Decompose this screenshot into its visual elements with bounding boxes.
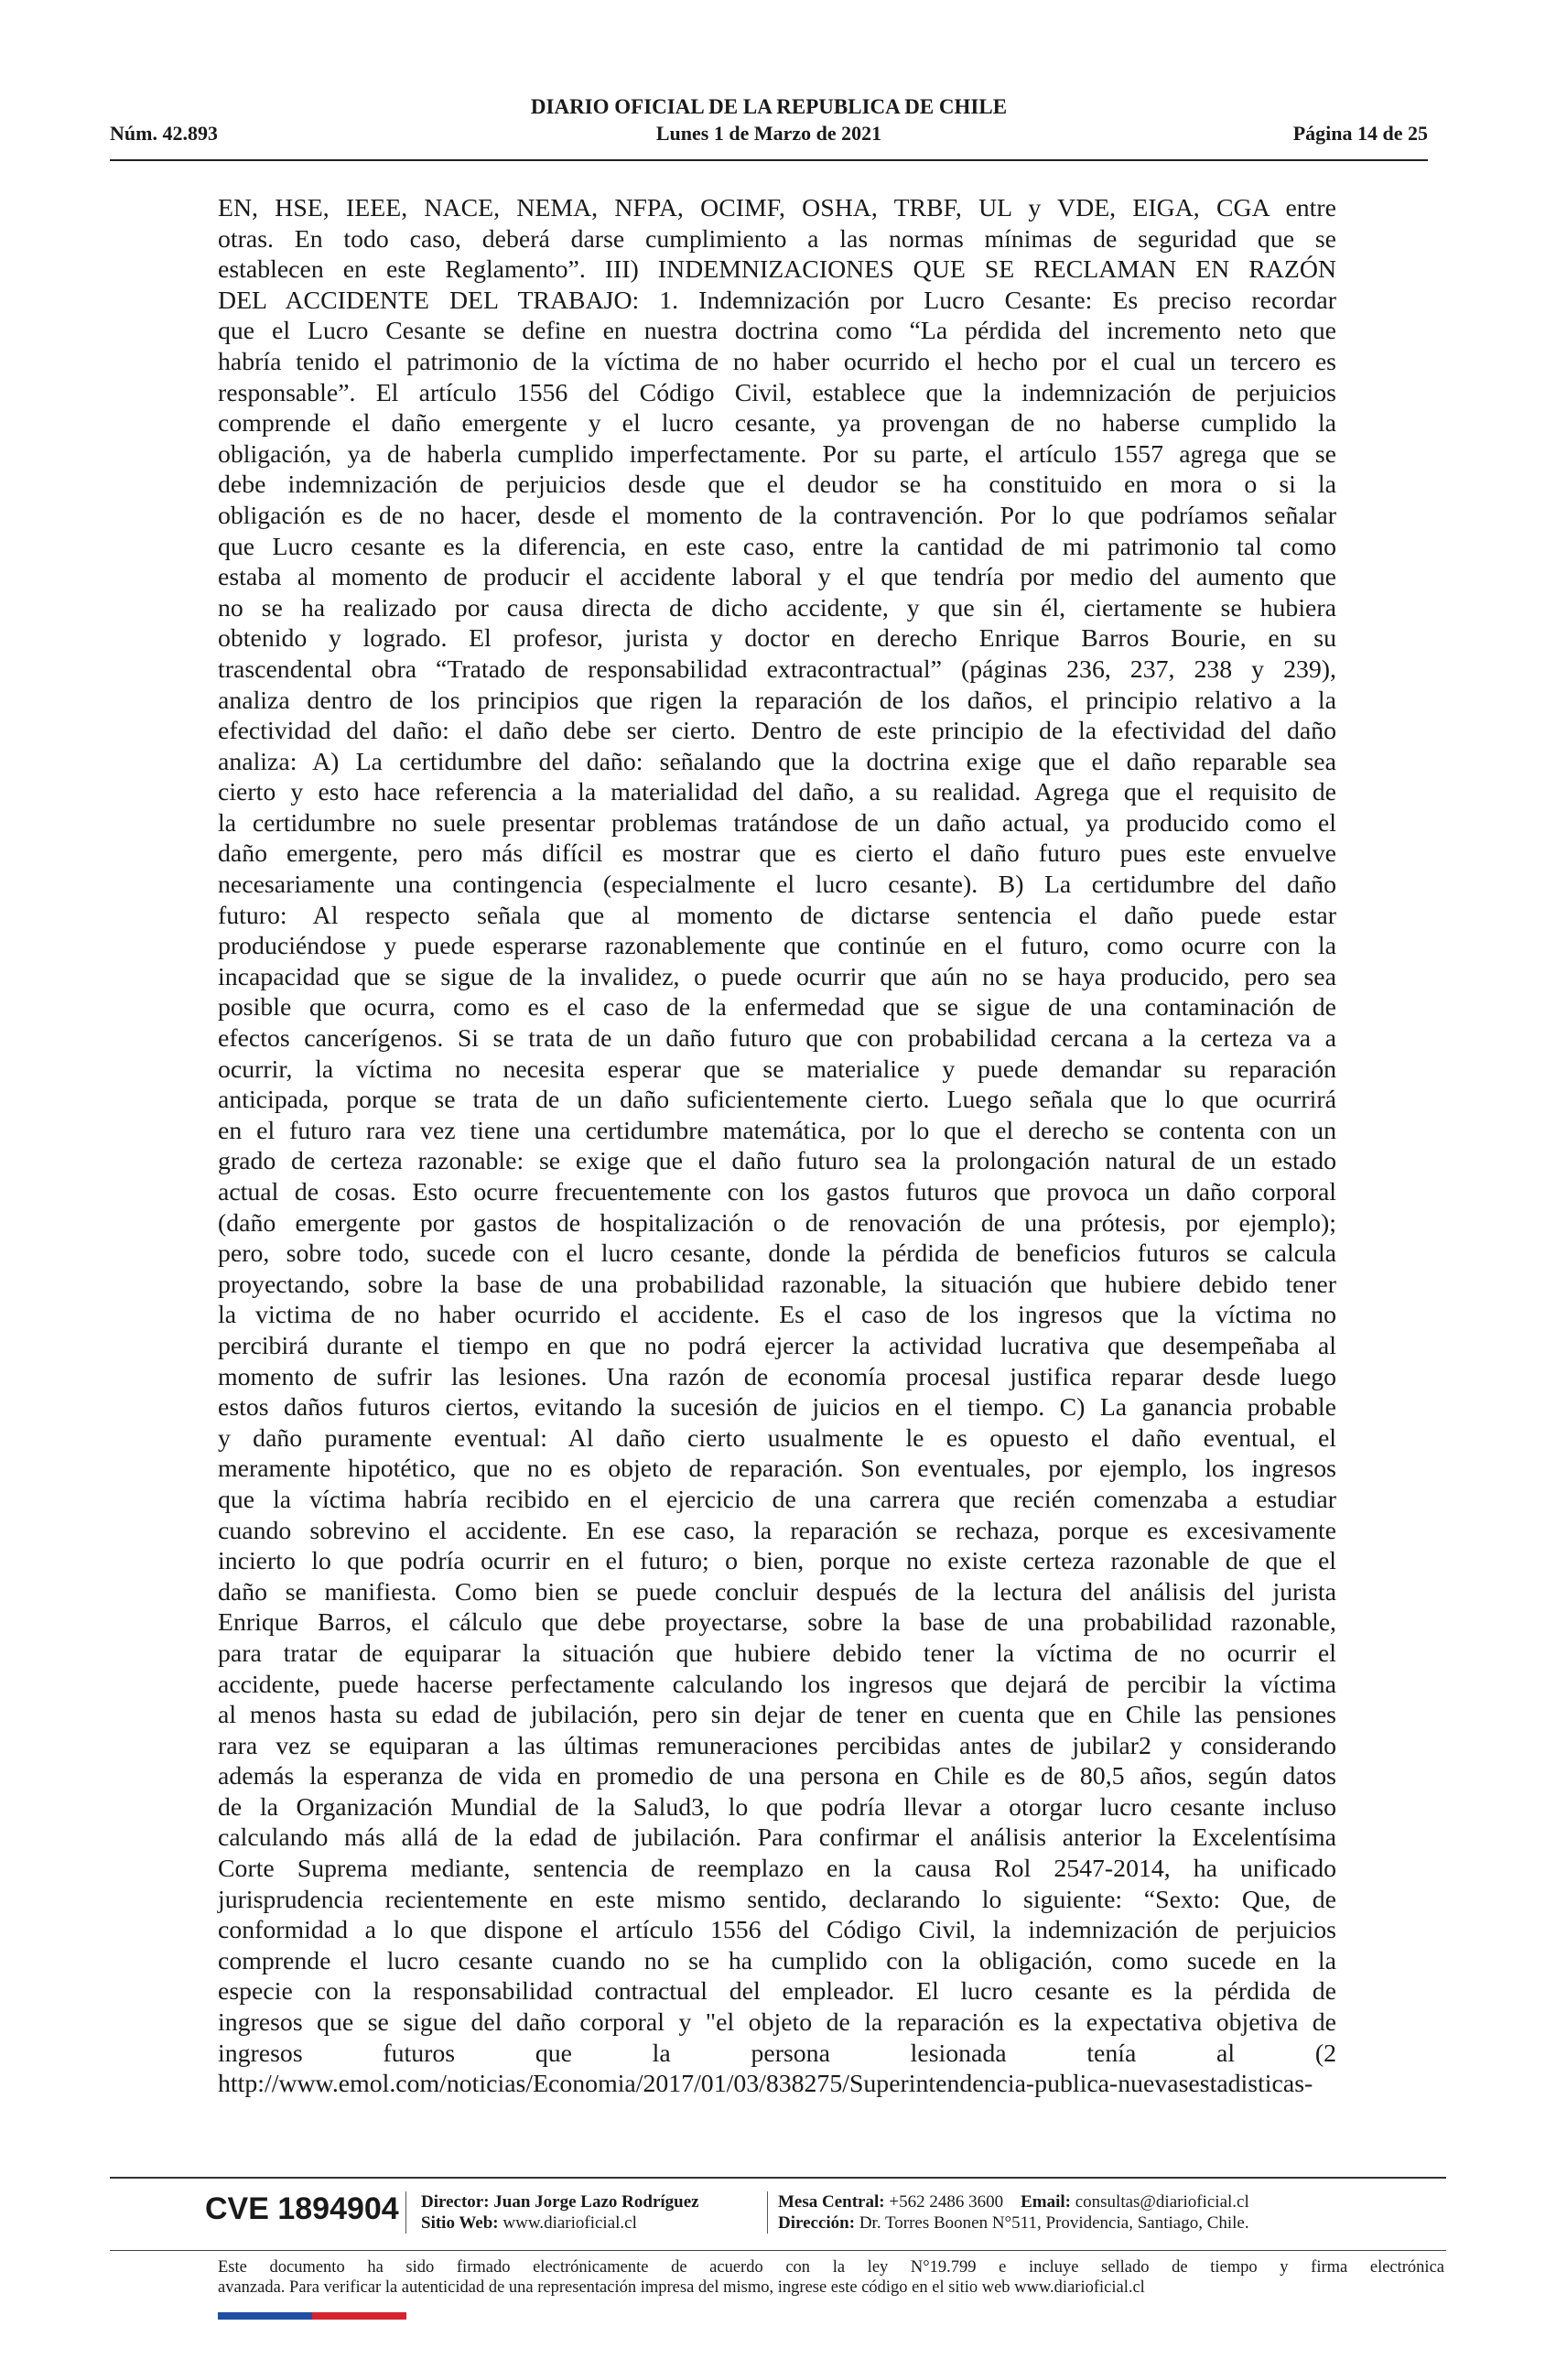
body-line: daño emergente, pero más difícil es mostrar que es cierto el daño futuro pues este envuelve (218, 839, 1336, 869)
body-line: la certidumbre no suele presentar problemas tratándose de un daño actual, ya producido como el (218, 808, 1336, 838)
body-line: incapacidad que se sigue de la invalidez, o puede ocurrir que aún no se haya producido, pero sea (218, 962, 1336, 991)
footer-top-rule (110, 2177, 1446, 2179)
footer-contact-block (778, 2191, 1249, 2234)
body-line: ingresos que se sigue del daño corporal y "el objeto de la reparación es la expectativa objetiva de (218, 2008, 1336, 2038)
body-line: ocurrir, la víctima no necesita esperar que se materialice y puede demandar su reparación (218, 1055, 1336, 1084)
footer-mid-rule (110, 2250, 1446, 2251)
footer-divider (405, 2191, 406, 2234)
body-line: rara vez se equiparan a las últimas remuneraciones percibidas antes de jubilar2 y considerando (218, 1731, 1336, 1760)
flag-red-band (312, 2312, 406, 2320)
body-line: que el Lucro Cesante se define en nuestra doctrina como “La pérdida del incremento neto que (218, 317, 1336, 346)
body-line: de la Organización Mundial de la Salud3, lo que podría llevar a otorgar lucro cesante incluso (218, 1792, 1336, 1822)
body-line: anticipada, porque se trata de un daño suficientemente cierto. Luego señala que lo que ocurrirá (218, 1086, 1336, 1115)
address-label: Dirección: (778, 2213, 856, 2233)
body-line: efectividad del daño: el daño debe ser cierto. Dentro de este principio de la efectividad del daño (218, 717, 1336, 746)
email-link[interactable]: consultas@diarioficial.cl (1075, 2192, 1249, 2212)
page-header (110, 92, 1428, 161)
body-line: efectos cancerígenos. Si se trata de un daño futuro que con probabilidad cercana a la certeza va a (218, 1024, 1336, 1054)
cve-code: CVE 1894904 (205, 2191, 399, 2226)
body-text (218, 193, 1336, 2100)
body-line: incierto lo que podría ocurrir en el futuro; o bien, porque no existe certeza razonable de que el (218, 1547, 1336, 1576)
footer-director-block (421, 2191, 699, 2234)
body-line: comprende el daño emergente y el lucro cesante, ya provengan de no haberse cumplido la (218, 409, 1336, 438)
body-line: obtenido y logrado. El profesor, jurista y doctor en derecho Enrique Barros Bourie, en su (218, 624, 1336, 654)
body-line: al menos hasta su edad de jubilación, pero sin dejar de tener en cuenta que en Chile las pensiones (218, 1701, 1336, 1730)
body-line: EN, HSE, IEEE, NACE, NEMA, NFPA, OCIMF, OSHA, TRBF, UL y VDE, EIGA, CGA entre (218, 194, 1336, 222)
body-line: para tratar de equiparar la situación que hubiere debido tener la víctima de no ocurrir el (218, 1639, 1336, 1668)
body-line: no se ha realizado por causa directa de dicho accidente, y que sin él, ciertamente se hubiera (218, 593, 1336, 622)
body-line: cuando sobrevino el accidente. En ese caso, la reparación se rechaza, porque es excesivamente (218, 1516, 1336, 1545)
publication-title: DIARIO OFICIAL DE LA REPUBLICA DE CHILE (530, 95, 1008, 118)
web-label: Sitio Web: (421, 2213, 499, 2233)
body-line: proyectando, sobre la base de una probabilidad razonable, la situación que hubiere debido tener (218, 1270, 1336, 1299)
body-line: jurisprudencia recientemente en este mismo sentido, declarando lo siguiente: “Sexto: Que, de (218, 1885, 1336, 1914)
body-line: Enrique Barros, el cálculo que debe proyectarse, sobre la base de una probabilidad razonable, (218, 1608, 1336, 1638)
body-line: conformidad a lo que dispone el artículo 1556 del Código Civil, la indemnización de perjuicios (218, 1916, 1336, 1945)
phone-number: +562 2486 3600 (889, 2192, 1004, 2212)
body-line: necesariamente una contingencia (especialmente el lucro cesante). B) La certidumbre del daño (218, 871, 1336, 900)
body-line: accidente, puede hacerse perfectamente calculando los ingresos que dejará de percibir la víctima (218, 1670, 1336, 1699)
body-line: que la víctima habría recibido en el ejercicio de una carrera que recién comenzaba a estudiar (218, 1485, 1336, 1514)
body-line: habría tenido el patrimonio de la víctima de no haber ocurrido el hecho por el cual un tercero es (218, 347, 1336, 376)
body-line: estos daños futuros ciertos, evitando la sucesión de juicios en el tiempo. C) La ganancia probable (218, 1393, 1336, 1423)
body-line: debe indemnización de perjuicios desde que el deudor se ha constituido en mora o si la (218, 471, 1336, 500)
body-line: momento de sufrir las lesiones. Una razón de economía procesal justifica reparar desde luego (218, 1362, 1336, 1391)
body-line: otras. En todo caso, deberá darse cumplimiento a las normas mínimas de seguridad que se (218, 224, 1336, 254)
email-label: Email: (1021, 2192, 1071, 2212)
body-line: percibirá durante el tiempo en que no podrá ejercer la actividad lucrativa que desempeñaba al (218, 1331, 1336, 1360)
director-name: Juan Jorge Lazo Rodríguez (493, 2192, 699, 2212)
page-footer (110, 2177, 1446, 2332)
body-line: responsable”. El artículo 1556 del Código Civil, establece que la indemnización de perjuicios (218, 378, 1336, 407)
body-line: produciéndose y puede esperarse razonablemente que continúe en el futuro, como ocurre con la (218, 932, 1336, 961)
director-label: Director: (421, 2192, 490, 2212)
phone-label: Mesa Central: (778, 2192, 885, 2212)
signature-note (218, 2257, 1444, 2298)
body-line: daño se manifiesta. Como bien se puede concluir después de la lectura del análisis del jurista (218, 1577, 1336, 1606)
body-line: pero, sobre todo, sucede con el lucro cesante, donde la pérdida de beneficios futuros se calcula (218, 1239, 1336, 1269)
body-line: analiza dentro de los principios que rigen la reparación de los daños, el principio relativo a la (218, 686, 1336, 715)
body-line: ingresos futuros que la persona lesionada tenía al (2 (218, 2039, 1336, 2068)
body-line: calculando más allá de la edad de jubilación. Para confirmar el análisis anterior la Excelentísima (218, 1823, 1336, 1853)
signature-note-line: avanzada. Para verificar la autenticidad de una representación impresa del mismo, ingrese este código en el sitio web www.diarioficial.cl (218, 2278, 1145, 2297)
chile-flag-stripe (218, 2312, 406, 2320)
body-line: http://www.emol.com/noticias/Economia/2017/01/03/838275/Superintendencia-publica-nuevasestadisticas- (218, 2070, 1313, 2099)
body-line: estaba al momento de producir el accidente laboral y el que tendría por medio del aumento que (218, 563, 1336, 592)
signature-note-line: Este documento ha sido firmado electrónicamente de acuerdo con la ley N°19.799 e incluye sellado de tiempo y firma electrónica (218, 2258, 1444, 2277)
web-link[interactable]: www.diarioficial.cl (502, 2213, 637, 2233)
address-text: Dr. Torres Boonen N°511, Providencia, Santiago, Chile. (859, 2213, 1249, 2233)
body-line: DEL ACCIDENTE DEL TRABAJO: 1. Indemnización por Lucro Cesante: Es preciso recordar (218, 286, 1336, 315)
body-line: que Lucro cesante es la diferencia, en este caso, entre la cantidad de mi patrimonio tal como (218, 532, 1336, 561)
page-indicator: Página 14 de 25 (1292, 122, 1428, 145)
body-line: la victima de no haber ocurrido el accidente. Es el caso de los ingresos que la víctima no (218, 1301, 1336, 1330)
body-line: establecen en este Reglamento”. III) INDEMNIZACIONES QUE SE RECLAMAN EN RAZÓN (218, 255, 1336, 285)
body-line: Corte Suprema mediante, sentencia de reemplazo en la causa Rol 2547-2014, ha unificado (218, 1855, 1336, 1884)
body-line: especie con la responsabilidad contractual del empleador. El lucro cesante es la pérdida de (218, 1977, 1336, 2007)
body-line: cierto y esto hace referencia a la materialidad del daño, a su realidad. Agrega que el requisito de (218, 778, 1336, 807)
body-line: (daño emergente por gastos de hospitalización o de renovación de una prótesis, por ejemplo); (218, 1208, 1336, 1238)
body-line: obligación es de no hacer, desde el momento de la contravención. Por lo que podríamos señalar (218, 501, 1336, 530)
body-line: analiza: A) La certidumbre del daño: señalando que la doctrina exige que el daño reparable sea (218, 747, 1336, 776)
issue-number: Núm. 42.893 (110, 122, 218, 145)
footer-divider (767, 2191, 768, 2234)
issue-date: Lunes 1 de Marzo de 2021 (655, 122, 882, 145)
body-line: obligación, ya de haberla cumplido imperfectamente. Por su parte, el artículo 1557 agrega que se (218, 439, 1336, 469)
body-line: además la esperanza de vida en promedio de una persona en Chile es de 80,5 años, según datos (218, 1762, 1336, 1791)
body-line: actual de cosas. Esto ocurre frecuentemente con los gastos futuros que provoca un daño corporal (218, 1178, 1336, 1206)
body-line: posible que ocurra, como es el caso de la enfermedad que se sigue de una contaminación de (218, 993, 1336, 1022)
body-line: grado de certeza razonable: se exige que el daño futuro sea la prolongación natural de un estado (218, 1147, 1336, 1176)
body-line: y daño puramente eventual: Al daño cierto usualmente le es opuesto el daño eventual, el (218, 1423, 1336, 1453)
body-line: meramente hipotético, que no es objeto de reparación. Son eventuales, por ejemplo, los ingresos (218, 1455, 1336, 1484)
flag-blue-band (218, 2312, 312, 2320)
body-line: trascendental obra “Tratado de responsabilidad extracontractual” (páginas 236, 237, 238 y 239), (218, 654, 1336, 684)
body-line: futuro: Al respecto señala que al momento de dictarse sentencia el daño puede estar (218, 901, 1336, 930)
body-line: en el futuro rara vez tiene una certidumbre matemática, por lo que el derecho se contenta con un (218, 1116, 1336, 1145)
body-line: comprende el lucro cesante cuando no se ha cumplido con la obligación, como sucede en la (218, 1946, 1336, 1975)
